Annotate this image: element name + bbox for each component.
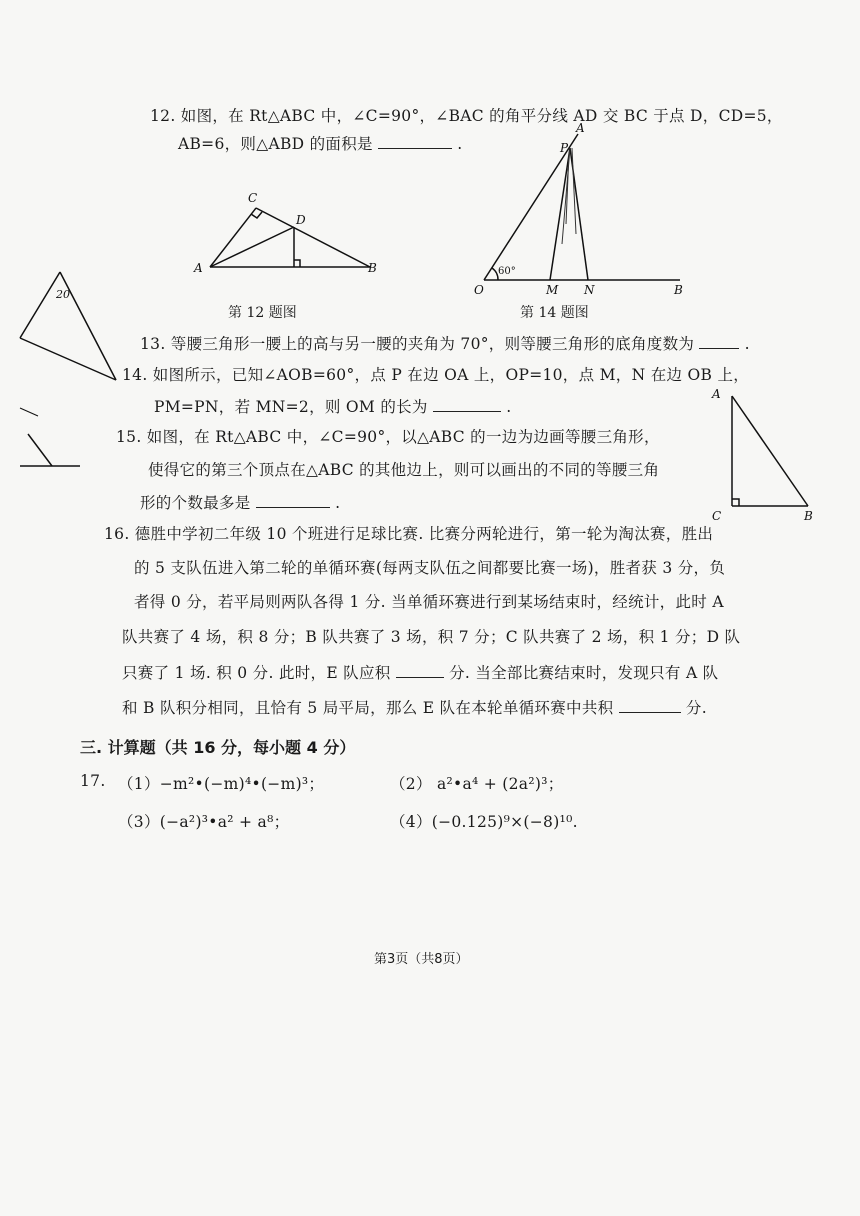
figure-12 (190, 188, 390, 298)
fig15-right-angle (732, 499, 739, 506)
q16-line3: 者得 0 分，若平局则两队各得 1 分. 当单循环赛进行到某场结束时，经统计，此时 A (134, 593, 724, 611)
q15-line1: 15. 如图，在 Rt△ABC 中，∠C=90°，以△ABC 的一边为边画等腰三角形， (116, 428, 660, 446)
sketch-label: 20 (56, 288, 70, 301)
q14-line2-text: PM=PN，若 MN=2，则 OM 的长为 (154, 398, 428, 416)
fig12-right-angle-foot (294, 260, 300, 267)
q17-part3: （3）(−a²)³•a² + a⁸； (118, 813, 290, 831)
sketch-stroke (28, 434, 52, 466)
fig14-caption: 第 14 题图 (520, 305, 589, 321)
q16-line5-text-b: 分. 当全部比赛结束时，发现只有 A 队 (449, 664, 719, 682)
fig12-label-b: B (368, 261, 377, 275)
q16-line2: 的 5 支队伍进入第二轮的单循环赛(每两支队伍之间都要比赛一场)，胜者获 3 分，负 (134, 559, 726, 577)
q12-answer-blank (378, 134, 452, 149)
figure-14 (470, 121, 700, 297)
fig12-label-a: A (194, 261, 203, 275)
fig14-label-angle: 60° (498, 266, 516, 277)
q16-line5-text-a: 只赛了 1 场. 积 0 分. 此时，E 队应积 (122, 664, 391, 682)
fig14-label-a: A (576, 121, 585, 135)
fig15-line-ab (732, 396, 808, 506)
q17-number: 17. (80, 772, 106, 790)
q12-line2-text: AB=6，则△ABD 的面积是 (178, 135, 373, 153)
fig14-label-o: O (474, 283, 484, 297)
q17-part4: （4）(−0.125)⁹×(−8)¹⁰. (390, 813, 578, 831)
q13-text: 13. 等腰三角形一腰上的高与另一腰的夹角为 70°，则等腰三角形的底角度数为 (140, 335, 695, 353)
fig12-line-ad (210, 227, 294, 267)
q15-line3-text: 形的个数最多是 (140, 494, 251, 512)
sketch-edge (20, 272, 60, 338)
q16-line6-text-a: 和 B 队积分相同，且恰有 5 局平局，那么 E 队在本轮单循环赛中共积 (122, 699, 614, 717)
fig15-label-b: B (804, 509, 813, 523)
sketch-edge (20, 338, 116, 380)
fig12-label-d: D (296, 213, 306, 227)
q16-answer-blank-2 (619, 698, 681, 713)
q14-answer-blank (433, 397, 501, 412)
q12-line2 (178, 132, 463, 154)
fig15-label-a: A (712, 387, 721, 401)
fig12-label-c: C (248, 191, 258, 205)
fig14-segment-pm (550, 148, 570, 280)
q16-line6-text-b: 分. (685, 699, 707, 717)
q16-answer-blank-1 (396, 663, 444, 678)
fig14-label-n: N (584, 283, 595, 297)
q15-line3 (140, 491, 340, 513)
q14-line2-end: . (506, 398, 512, 416)
fig14-ray-oa (484, 134, 578, 280)
q17-part2: （2） a²•a⁴ + (2a²)³； (390, 775, 564, 793)
q13-end: . (744, 335, 750, 353)
q13-line (140, 332, 750, 354)
q12-line1: 12. 如图，在 Rt△ABC 中，∠C=90°，∠BAC 的角平分线 AD 交 BC 于点 D，CD=5， (150, 107, 783, 125)
fig12-line-ac (210, 208, 256, 267)
figure-15 (710, 386, 820, 526)
q16-line4: 队共赛了 4 场，积 8 分；B 队共赛了 3 场，积 7 分；C 队共赛了 2 场，积 1 分；D 队 (122, 628, 741, 646)
fig14-label-m: M (546, 283, 559, 297)
q13-answer-blank (699, 334, 739, 349)
fig15-label-c: C (712, 509, 722, 523)
fig14-label-b: B (674, 283, 683, 297)
q15-line2: 使得它的第三个顶点在△ABC 的其他边上，则可以画出的不同的等腰三角 (148, 461, 660, 479)
q14-line2 (154, 395, 511, 417)
q15-answer-blank (256, 493, 330, 508)
fig12-caption: 第 12 题图 (228, 305, 297, 321)
q17-part1: （1）−m²•(−m)⁴•(−m)³； (118, 775, 325, 793)
q16-line6 (122, 696, 707, 718)
q16-line1: 16. 德胜中学初二年级 10 个班进行足球比赛. 比赛分两轮进行，第一轮为淘汰赛，胜出 (104, 525, 714, 543)
fig14-label-p: P (560, 141, 569, 155)
q15-line3-end: . (335, 494, 341, 512)
q16-line5 (122, 661, 718, 683)
section-3-title: 三. 计算题（共 16 分，每小题 4 分） (80, 738, 356, 757)
sketch-stroke (20, 408, 38, 416)
q14-line1: 14. 如图所示，已知∠AOB=60°，点 P 在边 OA 上，OP=10，点 M，N 在边 OB 上， (122, 366, 750, 384)
page-number: 第3页（共8页） (374, 952, 469, 967)
q12-line2-end: . (457, 135, 463, 153)
